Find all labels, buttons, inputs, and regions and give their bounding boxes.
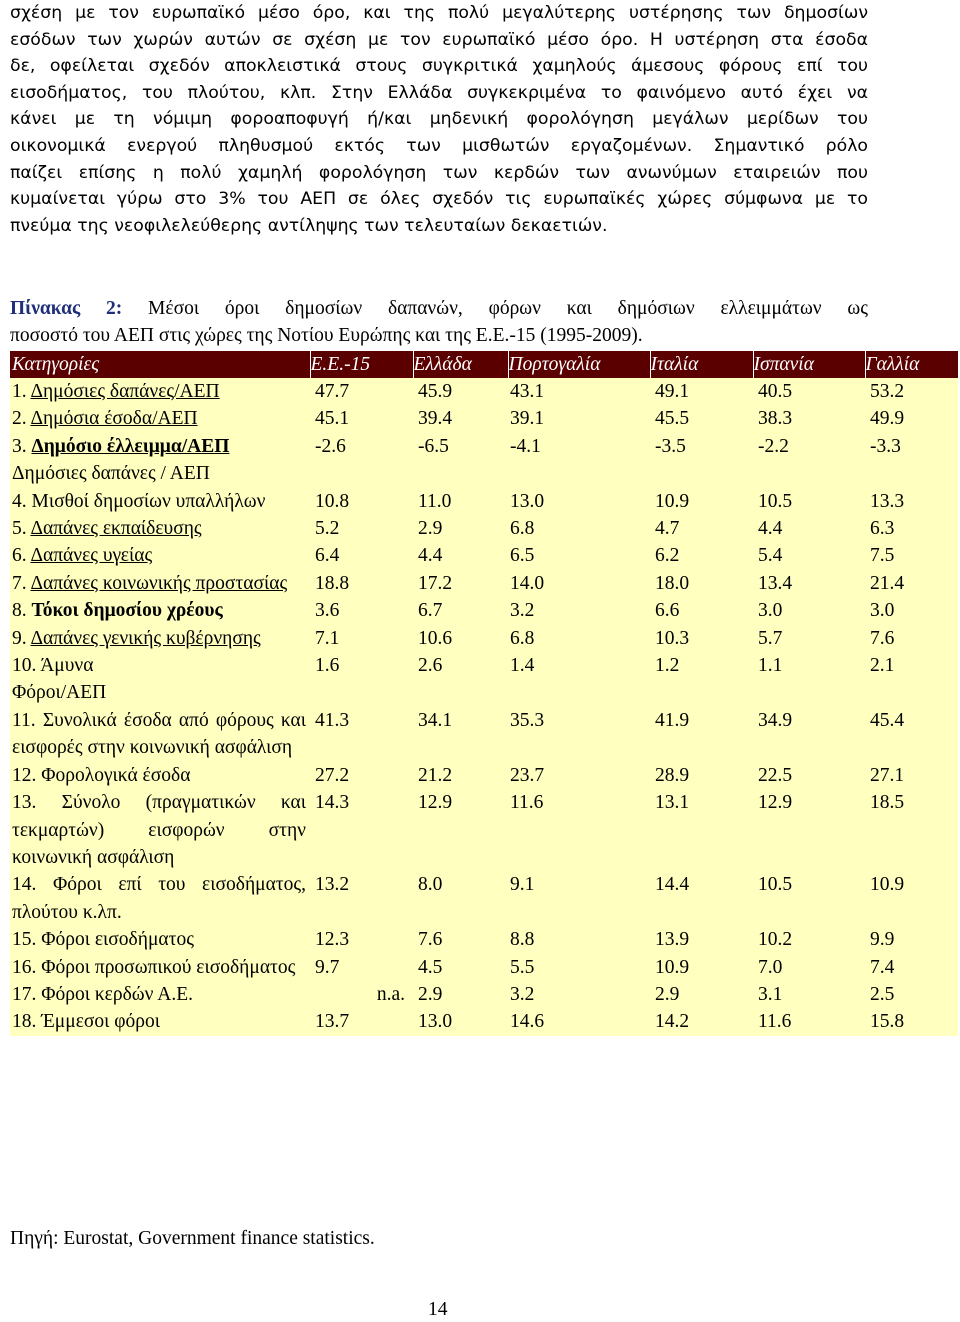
empty-cell <box>753 460 865 487</box>
table-row <box>10 652 958 679</box>
row-label <box>10 762 310 789</box>
value-cell: 5.2 <box>310 515 413 542</box>
value-cell: 14.3 <box>310 789 413 871</box>
row-label <box>10 542 310 569</box>
value-cell: 12.9 <box>753 789 865 871</box>
row-label <box>10 405 310 432</box>
empty-cell <box>865 679 958 706</box>
paragraph-line: παίζει επίσης η πολύ χαμηλή φορολόγηση των κερδών των ανωνύμων εταιρειών που <box>10 162 868 183</box>
caption-text: Μέσοι όροι δημοσίων δαπανών, φόρων και δημόσιων ελλειμμάτων ως <box>122 298 868 319</box>
value-cell: 10.9 <box>865 871 958 926</box>
value-cell: 11.6 <box>753 1008 865 1035</box>
value-cell: -6.5 <box>413 433 508 460</box>
table-row <box>10 570 958 597</box>
row-number: 9. <box>12 627 31 649</box>
value-cell: 45.9 <box>413 378 508 405</box>
value-cell: 27.1 <box>865 762 958 789</box>
row-label <box>10 981 310 1008</box>
value-cell: 13.9 <box>650 926 753 953</box>
value-cell: 7.0 <box>753 954 865 981</box>
value-cell: 5.7 <box>753 625 865 652</box>
value-cell: 38.3 <box>753 405 865 432</box>
row-label <box>10 926 310 953</box>
value-cell: 3.2 <box>508 981 650 1008</box>
row-number: 8. <box>12 600 32 622</box>
value-cell: 17.2 <box>413 570 508 597</box>
row-number: 14. <box>12 874 53 896</box>
value-cell: 2.1 <box>865 652 958 679</box>
row-label <box>10 789 310 871</box>
value-cell: 2.5 <box>865 981 958 1008</box>
value-cell: 1.2 <box>650 652 753 679</box>
row-label <box>10 1008 310 1035</box>
row-label <box>10 954 310 981</box>
value-cell: -3.5 <box>650 433 753 460</box>
row-label-text: Άμυνα <box>40 655 94 677</box>
empty-cell <box>508 460 650 487</box>
value-cell: 10.9 <box>650 954 753 981</box>
value-cell: 15.8 <box>865 1008 958 1035</box>
value-cell: 1.4 <box>508 652 650 679</box>
row-label-text: Φόροι εισοδήματος <box>41 929 194 951</box>
table-caption <box>10 295 868 349</box>
row-label <box>10 570 310 597</box>
value-cell: 6.3 <box>865 515 958 542</box>
paragraph-line: οικονομικά ενεργού πληθυσμού εκτός των μισθωτών εργαζομένων. Σημαντικό ρόλο <box>10 135 868 156</box>
value-cell: 13.7 <box>310 1008 413 1035</box>
row-number: 4. <box>12 490 32 512</box>
value-cell: 14.2 <box>650 1008 753 1035</box>
value-cell: 18.8 <box>310 570 413 597</box>
row-label-text: Δαπάνες εκπαίδευσης <box>30 518 202 540</box>
value-cell: 9.1 <box>508 871 650 926</box>
value-cell: 14.4 <box>650 871 753 926</box>
table-row <box>10 378 958 405</box>
value-cell: 6.5 <box>508 542 650 569</box>
table-row <box>10 1008 958 1035</box>
value-cell: 45.5 <box>650 405 753 432</box>
row-number: 1. <box>12 381 31 402</box>
row-number: 2. <box>12 408 31 430</box>
value-cell: 39.1 <box>508 405 650 432</box>
row-number: 7. <box>12 572 31 594</box>
row-label <box>10 871 310 926</box>
value-cell: 22.5 <box>753 762 865 789</box>
value-cell: 49.9 <box>865 405 958 432</box>
row-label <box>10 488 310 515</box>
section-label: Φόροι/ΑΕΠ <box>10 679 310 706</box>
value-cell: 3.0 <box>865 597 958 624</box>
value-cell: 5.5 <box>508 954 650 981</box>
value-cell: 7.6 <box>865 625 958 652</box>
value-cell: 5.4 <box>753 542 865 569</box>
row-label <box>10 597 310 624</box>
value-cell: -2.6 <box>310 433 413 460</box>
row-number: 12. <box>12 764 42 786</box>
row-number: 16. <box>12 956 42 978</box>
empty-cell <box>310 679 413 706</box>
caption-label: Πίνακας 2: <box>10 298 123 319</box>
value-cell: 4.4 <box>753 515 865 542</box>
value-cell: 18.0 <box>650 570 753 597</box>
row-label <box>10 652 310 679</box>
paragraph-line: κυμαίνεται γύρω στο 3% του ΑΕΠ σε όλες σχεδόν τις ευρωπαϊκές χώρες σύμφωνα με το <box>10 189 868 210</box>
row-label-text: Δαπάνες κοινωνικής προστασίας <box>30 572 288 594</box>
row-number: 13. <box>12 792 62 814</box>
value-cell: 21.4 <box>865 570 958 597</box>
row-label-text: Έμμεσοι φόροι <box>41 1011 160 1033</box>
paragraph-line: εισοδήματος, του πλούτου, κλπ. Στην Ελλάδα συγκεκριμένα το φαινόμενο αυτό έχει να <box>10 82 868 103</box>
value-cell: 1.1 <box>753 652 865 679</box>
row-label-text: Φορολογικά έσοδα <box>41 764 191 786</box>
caption-line-1 <box>10 295 868 322</box>
value-cell: 10.2 <box>753 926 865 953</box>
table-row <box>10 762 958 789</box>
value-cell: 3.0 <box>753 597 865 624</box>
row-label-text: Δαπάνες υγείας <box>30 545 153 567</box>
row-label <box>10 433 310 460</box>
value-cell: 9.9 <box>865 926 958 953</box>
value-cell: 10.5 <box>753 488 865 515</box>
table-row <box>10 515 958 542</box>
value-cell: 3.2 <box>508 597 650 624</box>
table-body <box>10 378 958 1036</box>
value-cell: 41.3 <box>310 707 413 762</box>
section-row <box>10 460 958 487</box>
value-cell: 6.8 <box>508 625 650 652</box>
value-cell: 10.5 <box>753 871 865 926</box>
value-cell: 34.1 <box>413 707 508 762</box>
row-number: 17. <box>12 983 42 1005</box>
paragraph-line: εσόδων των χωρών αυτών σε σχέση με τον ευρωπαϊκό μέσο όρο. Η υστέρηση στα έσοδα <box>10 29 868 50</box>
value-cell: 6.2 <box>650 542 753 569</box>
empty-cell <box>413 460 508 487</box>
empty-cell <box>310 460 413 487</box>
value-cell: 7.6 <box>413 926 508 953</box>
row-label-text: Δημόσια έσοδα/ΑΕΠ <box>30 408 198 430</box>
value-cell: 13.0 <box>413 1008 508 1035</box>
column-header: Ισπανία <box>753 351 865 378</box>
table-row <box>10 789 958 871</box>
table-row <box>10 405 958 432</box>
column-header: Γαλλία <box>865 351 958 378</box>
column-header: Κατηγορίες <box>10 351 310 378</box>
value-cell: 3.1 <box>753 981 865 1008</box>
paragraph-line: δε, οφείλεται σχεδόν αποκλειστικά στους συγκριτικά χαμηλούς άμεσους φόρους επί του <box>10 56 868 77</box>
row-label-text: Φόροι κερδών Α.Ε. <box>41 983 193 1005</box>
empty-cell <box>650 460 753 487</box>
value-cell: 53.2 <box>865 378 958 405</box>
empty-cell <box>753 679 865 706</box>
row-label-text: Σύνολο (πραγματικών και τεκμαρτών) εισφορών στην κοινωνική ασφάλιση <box>12 792 307 868</box>
value-cell: 10.8 <box>310 488 413 515</box>
row-number: 6. <box>12 545 31 567</box>
value-cell: 41.9 <box>650 707 753 762</box>
value-cell: 6.8 <box>508 515 650 542</box>
row-number: 5. <box>12 518 31 540</box>
column-header: Ε.Ε.-15 <box>310 351 413 378</box>
value-cell: 10.3 <box>650 625 753 652</box>
value-cell: -3.3 <box>865 433 958 460</box>
row-label <box>10 625 310 652</box>
table-row <box>10 597 958 624</box>
row-label-text: Συνολικά έσοδα από φόρους και εισφορές στην κοινωνική ασφάλιση <box>12 709 306 759</box>
value-cell: 10.6 <box>413 625 508 652</box>
row-label <box>10 707 310 762</box>
table-row <box>10 926 958 953</box>
value-cell: 43.1 <box>508 378 650 405</box>
value-cell: 27.2 <box>310 762 413 789</box>
row-number: 10. <box>12 655 41 677</box>
paragraph-line: κάνει με τη νόμιμη φοροαποφυγή ή/και μηδενική φορολόγηση μεγάλων μερίδων του <box>10 109 868 130</box>
value-cell: 13.2 <box>310 871 413 926</box>
value-cell: 39.4 <box>413 405 508 432</box>
value-cell: 1.6 <box>310 652 413 679</box>
value-cell: 13.4 <box>753 570 865 597</box>
table-row <box>10 433 958 460</box>
row-label-text: Φόροι επί του εισοδήματος, πλούτου κ.λπ. <box>12 874 306 923</box>
column-header: Ελλάδα <box>413 351 508 378</box>
row-number: 15. <box>12 929 42 951</box>
value-cell: 2.9 <box>413 981 508 1008</box>
value-cell: 4.4 <box>413 542 508 569</box>
value-cell: 10.9 <box>650 488 753 515</box>
empty-cell <box>865 460 958 487</box>
value-cell: 2.9 <box>650 981 753 1008</box>
value-cell: 6.4 <box>310 542 413 569</box>
value-cell: 8.0 <box>413 871 508 926</box>
value-cell: 49.1 <box>650 378 753 405</box>
row-number: 11. <box>12 709 43 731</box>
value-cell: 13.3 <box>865 488 958 515</box>
value-cell: 6.7 <box>413 597 508 624</box>
value-cell: -4.1 <box>508 433 650 460</box>
row-label-text: Δημόσιες δαπάνες/ΑΕΠ <box>30 381 220 402</box>
value-cell: 4.5 <box>413 954 508 981</box>
value-cell: 13.0 <box>508 488 650 515</box>
body-paragraph <box>10 0 868 239</box>
value-cell: 14.0 <box>508 570 650 597</box>
paragraph-line: σχέση με τον ευρωπαϊκό μέσο όρο, και της πολύ μεγαλύτερης υστέρησης των δημοσίων <box>10 3 868 23</box>
value-cell: 40.5 <box>753 378 865 405</box>
value-cell: 8.8 <box>508 926 650 953</box>
value-cell: 6.6 <box>650 597 753 624</box>
row-number: 18. <box>12 1011 42 1033</box>
row-label-text: Δημόσιο έλλειμμα/ΑΕΠ <box>31 435 230 457</box>
row-label <box>10 515 310 542</box>
value-cell: 28.9 <box>650 762 753 789</box>
value-cell: 21.2 <box>413 762 508 789</box>
value-cell: n.a. <box>310 981 413 1008</box>
value-cell: 12.9 <box>413 789 508 871</box>
statistics-table <box>10 351 958 1036</box>
source-note: Πηγή: Eurostat, Government finance statistics. <box>10 1228 375 1249</box>
value-cell: 9.7 <box>310 954 413 981</box>
value-cell: 45.1 <box>310 405 413 432</box>
column-header: Ιταλία <box>650 351 753 378</box>
table-row <box>10 625 958 652</box>
value-cell: 12.3 <box>310 926 413 953</box>
value-cell: 7.5 <box>865 542 958 569</box>
value-cell: 23.7 <box>508 762 650 789</box>
table-row <box>10 981 958 1008</box>
table-row <box>10 542 958 569</box>
caption-line-2: ποσοστό του ΑΕΠ στις χώρες της Νοτίου Ευρώπης και της Ε.Ε.-15 (1995-2009). <box>10 325 643 346</box>
table-row <box>10 488 958 515</box>
value-cell: 7.4 <box>865 954 958 981</box>
value-cell: 4.7 <box>650 515 753 542</box>
value-cell: 11.6 <box>508 789 650 871</box>
table-header-row <box>10 351 958 378</box>
empty-cell <box>650 679 753 706</box>
table-row <box>10 954 958 981</box>
page-number: 14 <box>428 1299 448 1320</box>
section-label: Δημόσιες δαπάνες / ΑΕΠ <box>10 460 310 487</box>
row-label-text: Δαπάνες γενικής κυβέρνησης <box>30 627 261 649</box>
paragraph-line: πνεύμα της νεοφιλελεύθερης αντίληψης των τελευταίων δεκαετιών. <box>10 215 608 236</box>
value-cell: 14.6 <box>508 1008 650 1035</box>
value-cell: 11.0 <box>413 488 508 515</box>
value-cell: 13.1 <box>650 789 753 871</box>
row-label-text: Φόροι προσωπικού εισοδήματος <box>41 956 296 978</box>
value-cell: 34.9 <box>753 707 865 762</box>
value-cell: 47.7 <box>310 378 413 405</box>
table-row <box>10 871 958 926</box>
row-number: 3. <box>12 435 32 457</box>
value-cell: 35.3 <box>508 707 650 762</box>
row-label-text: Τόκοι δημοσίου χρέους <box>31 600 223 622</box>
table-row <box>10 707 958 762</box>
row-label-text: Μισθοί δημοσίων υπαλλήλων <box>31 490 266 512</box>
value-cell: 45.4 <box>865 707 958 762</box>
empty-cell <box>508 679 650 706</box>
value-cell: 2.9 <box>413 515 508 542</box>
value-cell: 2.6 <box>413 652 508 679</box>
section-row <box>10 679 958 706</box>
value-cell: 7.1 <box>310 625 413 652</box>
empty-cell <box>413 679 508 706</box>
value-cell: 18.5 <box>865 789 958 871</box>
value-cell: -2.2 <box>753 433 865 460</box>
row-label <box>10 378 310 405</box>
value-cell: 3.6 <box>310 597 413 624</box>
column-header: Πορτογαλία <box>508 351 650 378</box>
